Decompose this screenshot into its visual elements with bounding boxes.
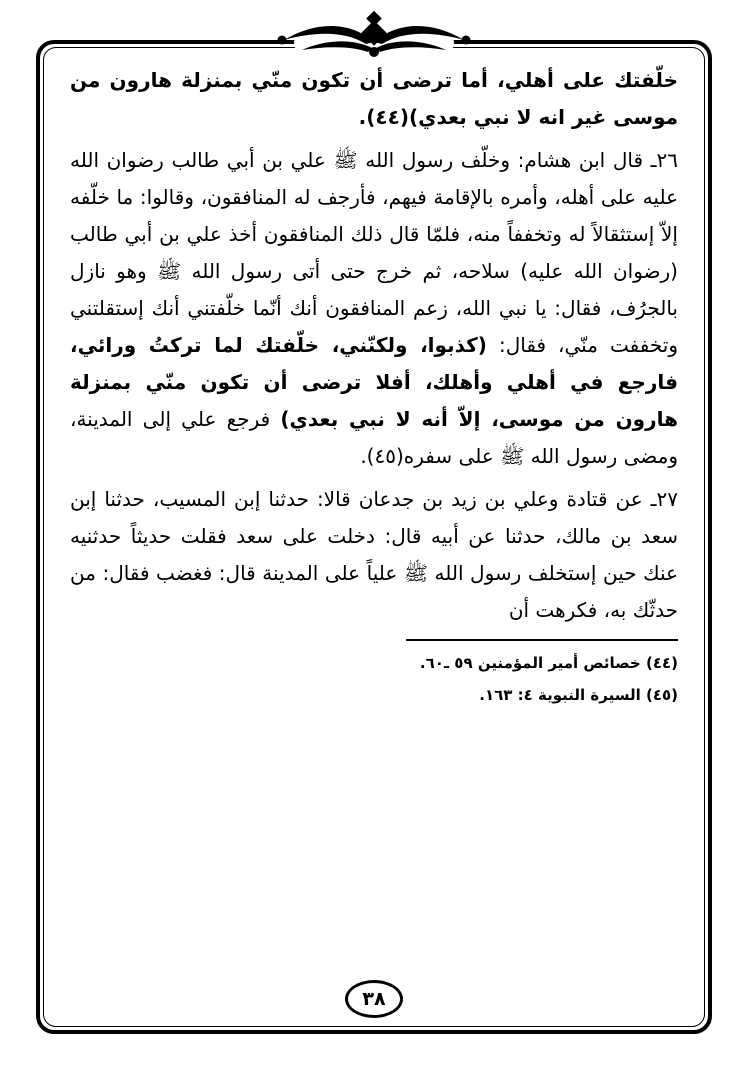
page-number-badge — [345, 980, 403, 1018]
page-border-inner-frame — [43, 47, 705, 1027]
footnote-divider — [406, 639, 678, 641]
footnote-44: (٤٤) خصائص أمير المؤمنين ٥٩ ـ٦٠. — [419, 654, 678, 672]
footnote-45: (٤٥) السيرة النبوية ٤: ١٦٣. — [479, 686, 678, 704]
page-number: ٣٨ — [362, 988, 386, 1010]
paragraph-27: ٢٧ـ عن قتادة وعلي بن زيد بن جدعان قالا: حدثنا إبن المسيب، حدثنا إبن سعد بن مالك، حدثنا عن أبيه قال: دخلت على سعد فقلت حديثاً حدثنيه عنك حين إستخلف رسول الله ﷺ علياً على المدينة قال: فغضب فقال: من حدثّك به، فكرهت أن — [70, 487, 678, 622]
paragraph-26 — [70, 142, 678, 475]
paragraph-26-hadith-quote: (كذبوا، ولكنّني، خلّفتك لما تركتُ ورائي، فارجع في أهلي وأهلك، أفلا ترضى أن تكون منّي بمنزلة هارون من موسى، إلاّ أنه لا نبي بعدي) — [70, 333, 678, 431]
page-content — [70, 62, 678, 1026]
paragraph-26-tail: فرجع علي إلى المدينة، ومضى رسول الله ﷺ على سفره(٤٥). — [70, 407, 678, 468]
footnotes-section — [70, 639, 678, 709]
opening-quote-paragraph: خلّفتك على أهلي، أما ترضى أن تكون منّي بمنزلة هارون من موسى غير انه لا نبي بعدي)(٤٤). — [70, 68, 678, 129]
paragraph-26-lead: ٢٦ـ قال ابن هشام: وخلّف رسول الله ﷺ علي بن أبي طالب رضوان الله عليه على أهله، وأمره بالإقامة فيهم، فأرجف له المنافقون، وقالوا: ما خلّفه إلاّ إستثقالاً له وتخففاً منه، فلمّا قال ذلك المنافقون أخذ علي بن أبي طالب (رضوان الله عليه) سلاحه، ثم خرج حتى أتى رسول الله ﷺ وهو نازل بالجرُف، فقال: يا نبي الله، زعم المنافقون أنك أنّما خلّفتني أنك إستقلتني وتخففت منّي، فقال: — [70, 148, 678, 357]
page-border-frame — [36, 40, 712, 1034]
top-ornament-icon — [254, 8, 494, 62]
